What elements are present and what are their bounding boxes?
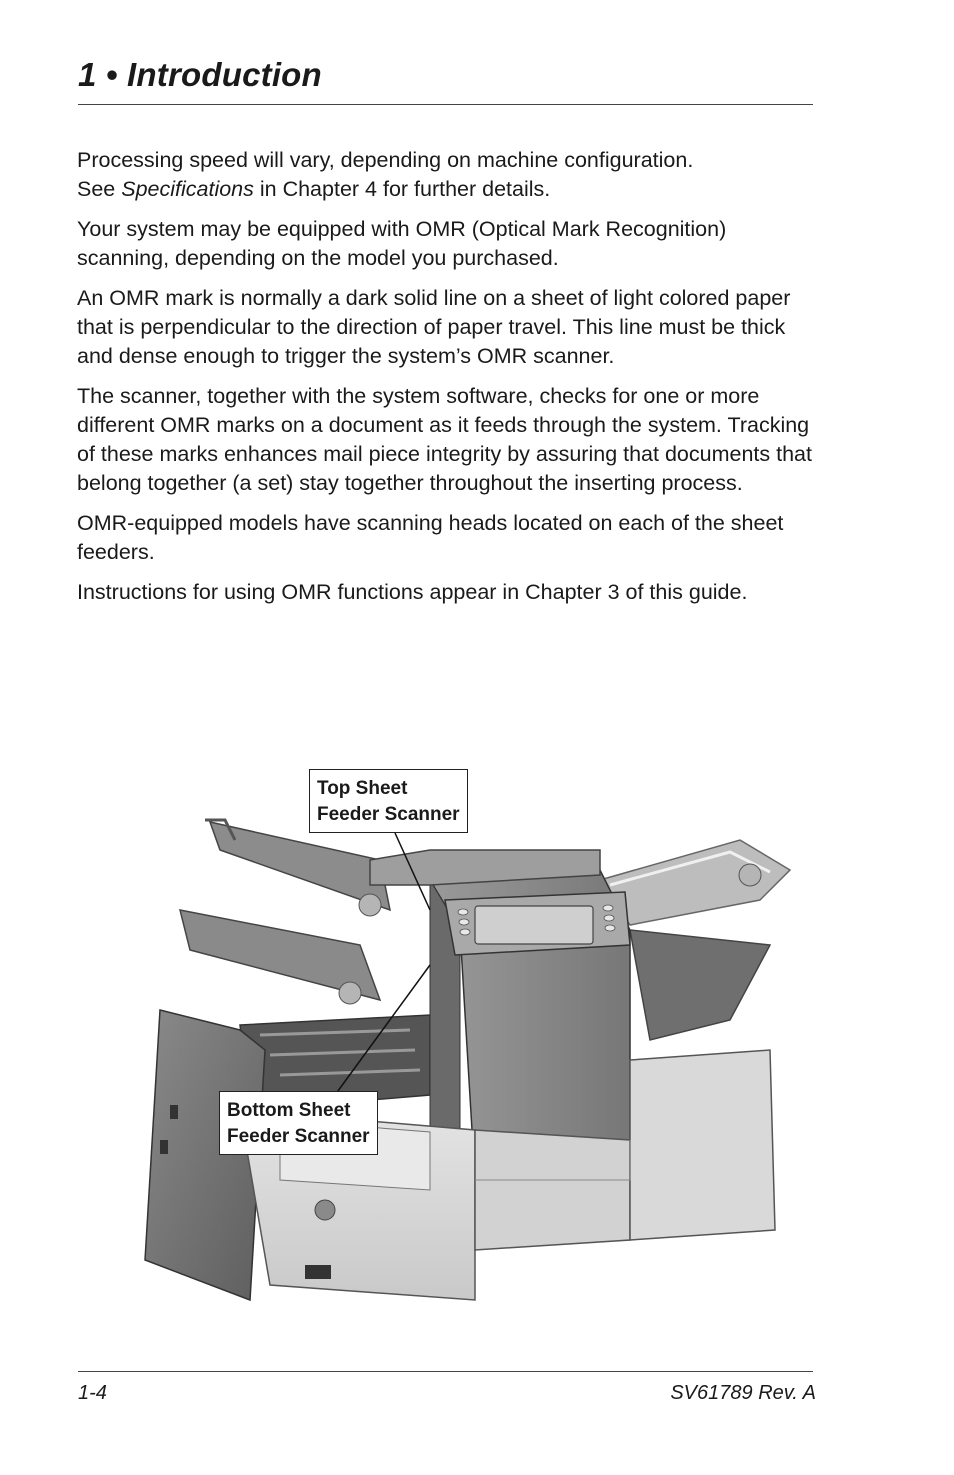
callout-bottom-sheet-feeder-scanner: [219, 1091, 378, 1155]
callout-top-line2: Feeder Scanner: [317, 804, 460, 825]
callout-bottom-line1: Bottom Sheet: [227, 1100, 351, 1121]
chapter-title: 1 • Introduction: [78, 56, 322, 93]
p1-rest: in Chapter 4 for further details.: [253, 177, 551, 201]
document-id: SV61789 Rev. A: [670, 1382, 816, 1404]
body-text: [77, 146, 817, 618]
header-rule: [78, 104, 813, 105]
inserter-machine-figure: [130, 760, 810, 1320]
paragraph-instructions: Instructions for using OMR functions appear in Chapter 3 of this guide.: [77, 580, 748, 604]
paragraph-omr-mark: An OMR mark is normally a dark solid line on a sheet of light colored paper that is perpendicular to the direction of paper travel. This line must be thick and dense enough to trigger the system’s OMR scanner.: [77, 286, 791, 368]
callout-top-line1: Top Sheet: [317, 778, 408, 799]
callout-top-sheet-feeder-scanner: [309, 769, 468, 833]
inserter-machine-illustration: [130, 760, 810, 1320]
page-number: 1-4: [78, 1382, 107, 1404]
footer-rule: [78, 1371, 813, 1372]
paragraph-scanner: The scanner, together with the system software, checks for one or more different OMR marks on a document as it feeds through the system. Tracking of these marks enhances mail piece integrity by assuring that documents that belong together (a set) stay together throughout the inserting process.: [77, 384, 812, 495]
paragraph-scanning-heads: OMR-equipped models have scanning heads located on each of the sheet feeders.: [77, 511, 784, 564]
paragraph-omr-equipped: Your system may be equipped with OMR (Optical Mark Recognition) scanning, depending on the model you purchased.: [77, 217, 727, 270]
p1-line1: Processing speed will vary, depending on machine configuration.: [77, 148, 694, 172]
callout-bottom-line2: Feeder Scanner: [227, 1126, 370, 1147]
specifications-reference: Specifications: [121, 177, 254, 201]
p1-see: See: [77, 177, 122, 201]
paragraph-processing-speed: [77, 146, 817, 204]
